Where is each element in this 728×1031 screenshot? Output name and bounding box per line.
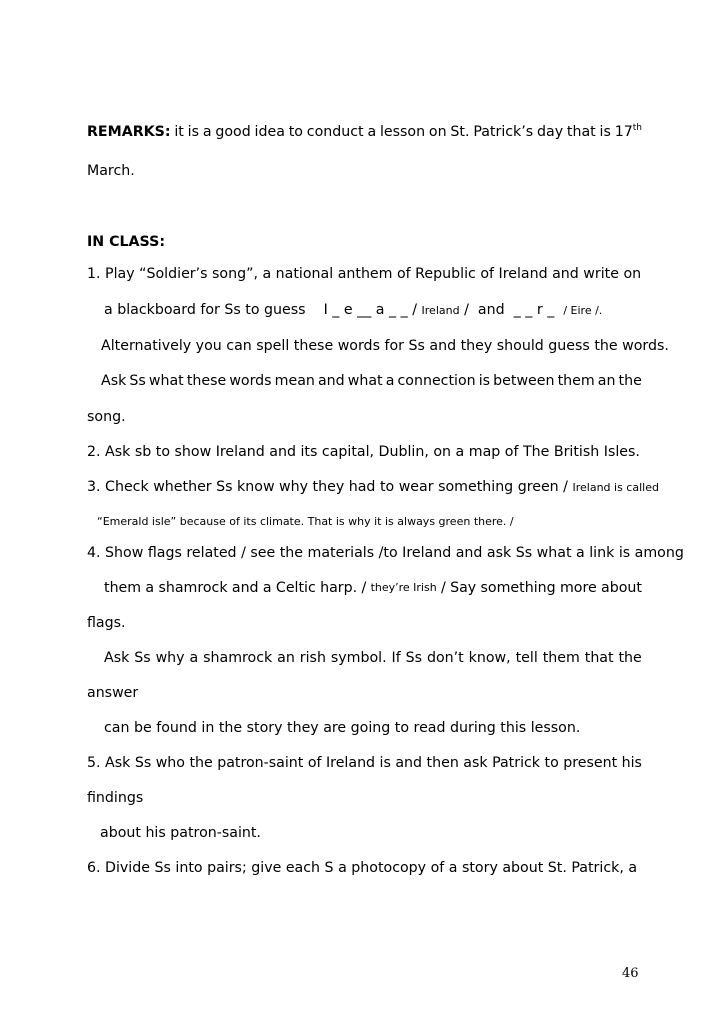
item-4-word: them: [104, 580, 142, 596]
item-5-line-2: findings: [87, 790, 144, 806]
item-4-line-1: 4. Show flags related / see the materials /to Ireland and ask Ss what a link is among: [87, 545, 684, 561]
item-4-word: and: [231, 580, 259, 596]
item-1-word: a: [385, 373, 395, 389]
remarks-word: day: [537, 124, 564, 140]
remarks-label: REMARKS:: [87, 124, 171, 140]
item-4-word: symbol.: [330, 650, 387, 666]
item-4-line-2: [104, 578, 642, 598]
remarks-word: is: [599, 124, 611, 140]
remarks-word: conduct: [306, 124, 364, 140]
remarks-word: good: [215, 124, 251, 140]
item-4-word: a: [145, 580, 155, 596]
item-4-word: Say: [450, 580, 477, 596]
item-1-word: these: [186, 373, 227, 389]
item-5-word: his: [621, 755, 642, 771]
item-1-word: what: [347, 373, 383, 389]
item-5-line-1: [87, 753, 642, 773]
puzzle-and: and: [477, 302, 505, 318]
item-4-word: a: [262, 580, 272, 596]
item-5-word: 5.: [87, 755, 101, 771]
item-1-word: mean: [274, 373, 315, 389]
item-1-line-5: song.: [87, 409, 126, 425]
item-1-word: them: [557, 373, 595, 389]
item-4-note: they’re Irish: [370, 581, 437, 594]
item-1-word: Ask: [101, 373, 127, 389]
item-3-note: Ireland is called: [572, 481, 659, 494]
item-4-line-4: [104, 648, 642, 668]
remarks-date: [615, 122, 642, 142]
remarks-word: Patrick’s: [473, 124, 534, 140]
item-4-word: that: [584, 650, 614, 666]
in-class-heading: IN CLASS:: [87, 234, 165, 250]
item-4-word: know,: [468, 650, 511, 666]
item-4-line-6: can be found in the story they are going to read during this lesson.: [104, 720, 581, 736]
item-4-word: a: [189, 650, 199, 666]
remarks-word: lesson: [379, 124, 426, 140]
remarks-word: that: [566, 124, 596, 140]
item-4-word: the: [618, 650, 642, 666]
item-3-line-2: “Emerald isle” because of its climate. That is why it is always green there. /: [97, 515, 514, 528]
word-puzzle-1: I _ e __ a _ _ /: [323, 302, 418, 318]
item-5-word: patron-saint: [217, 755, 304, 771]
date-suffix: th: [632, 123, 642, 133]
item-4-word: more: [559, 580, 597, 596]
item-6: 6. Divide Ss into pairs; give each S a photocopy of a story about St. Patrick, a: [87, 860, 638, 876]
item-5-word: to: [544, 755, 559, 771]
item-4-word: tell: [515, 650, 538, 666]
puzzle-answer-2: / Eire /.: [563, 304, 603, 317]
remarks-word: a: [367, 124, 377, 140]
item-4-word: something: [480, 580, 556, 596]
item-4-word: don’t: [426, 650, 464, 666]
item-1-line-2: [104, 300, 602, 321]
item-1-word: between: [493, 373, 555, 389]
item-4-word: them: [542, 650, 580, 666]
item-2: 2. Ask sb to show Ireland and its capital, Dublin, on a map of The British Isles.: [87, 444, 640, 460]
item-5-word: is: [379, 755, 391, 771]
item-4-word: /: [361, 580, 367, 596]
item-1-word: an: [597, 373, 616, 389]
item-4-line-3: flags.: [87, 615, 126, 631]
item-5-word: the: [189, 755, 213, 771]
item-4-word: rish: [299, 650, 326, 666]
item-1-word: the: [618, 373, 642, 389]
puzzle-answer-1: Ireland: [421, 304, 460, 317]
puzzle-slash: /: [464, 302, 469, 318]
item-5-word: Ss: [134, 755, 152, 771]
item-1-line-1: 1. Play “Soldier’s song”, a national anthem of Republic of Ireland and write on: [87, 266, 642, 282]
item-1-text: a blackboard for Ss to guess: [104, 302, 306, 318]
item-3-line-1: [87, 477, 659, 498]
item-5-word: and: [395, 755, 423, 771]
item-1-line-4: [101, 371, 642, 391]
item-4-word: /: [441, 580, 446, 596]
item-1-line-3: Alternatively you can spell these words for Ss and they should guess the words.: [101, 338, 669, 354]
item-4-word: shamrock: [203, 650, 273, 666]
item-5-line-3: about his patron-saint.: [100, 825, 261, 841]
item-3-text: 3. Check whether Ss know why they had to wear something green /: [87, 479, 568, 495]
item-1-word: and: [317, 373, 345, 389]
remarks-word: on: [428, 124, 447, 140]
item-4-word: why: [155, 650, 185, 666]
item-5-word: of: [307, 755, 322, 771]
item-5-word: Ireland: [326, 755, 376, 771]
item-5-word: then: [426, 755, 459, 771]
item-5-word: Ask: [105, 755, 131, 771]
item-4-word: Celtic: [275, 580, 316, 596]
item-1-word: connection: [397, 373, 476, 389]
item-4-word: harp.: [320, 580, 358, 596]
remarks-word: idea: [254, 124, 285, 140]
item-4-word: shamrock: [158, 580, 228, 596]
remarks-line-1: [87, 122, 642, 142]
item-4-word: about: [601, 580, 642, 596]
item-5-word: who: [155, 755, 185, 771]
item-4-word: Ask: [104, 650, 130, 666]
word-puzzle-2: _ _ r _: [513, 302, 555, 318]
item-4-word: an: [277, 650, 295, 666]
item-4-word: If: [391, 650, 401, 666]
item-5-word: Patrick: [492, 755, 541, 771]
item-4-word: Ss: [405, 650, 423, 666]
item-1-word: words: [229, 373, 272, 389]
remarks-line-2: March.: [87, 163, 135, 179]
remarks-word: it: [174, 124, 184, 140]
remarks-word: a: [202, 124, 212, 140]
item-1-word: is: [478, 373, 491, 389]
remarks-word: to: [288, 124, 303, 140]
page-number: 46: [622, 966, 639, 981]
item-1-word: what: [148, 373, 184, 389]
item-5-word: present: [563, 755, 618, 771]
item-5-word: ask: [463, 755, 488, 771]
item-1-word: Ss: [129, 373, 146, 389]
date-number: 17: [614, 124, 633, 140]
remarks-word: St.: [450, 124, 470, 140]
item-4-line-5: answer: [87, 685, 139, 701]
remarks-word: is: [187, 124, 200, 140]
item-4-word: Ss: [134, 650, 151, 666]
